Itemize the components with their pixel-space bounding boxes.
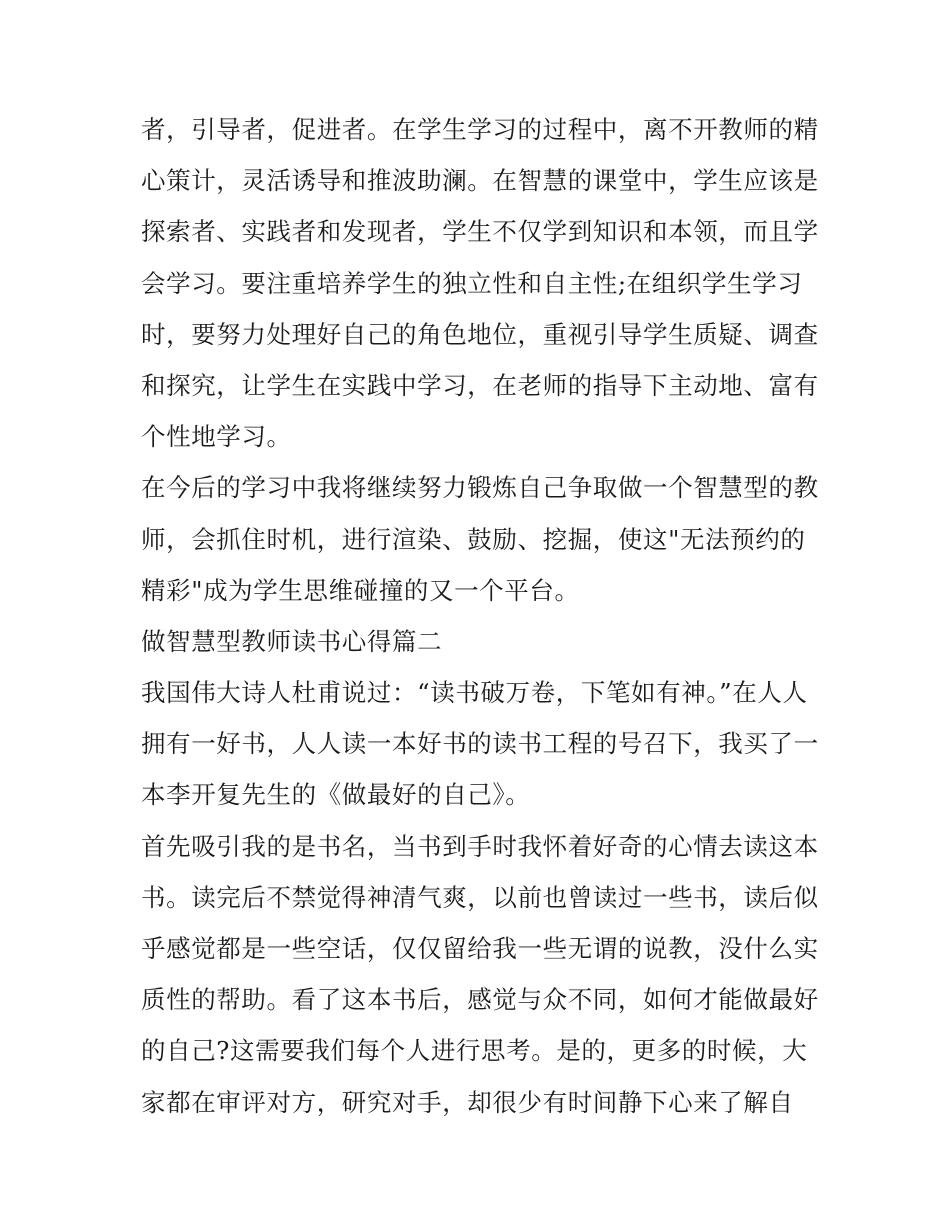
text-line: 会学习。要注重培养学生的独立性和自主性;在组织学生学习 (141, 268, 803, 298)
text-line: 者，引导者，促进者。在学生学习的过程中，离不开教师的精 (141, 115, 819, 144)
text-line: 和探究，让学生在实践中学习，在老师的指导下主动地、富有 (141, 370, 819, 400)
text-line: 精彩"成为学生思维碰撞的又一个平台。 (141, 575, 580, 605)
text-line: 个性地学习。 (141, 422, 292, 452)
text-line: 师，会抓住时机，进行渲染、鼓励、挖掘，使这"无法预约的 (141, 524, 806, 554)
text-line: 本李开复先生的《做最好的自己》。 (141, 780, 531, 810)
section-heading: 做智慧型教师读书心得篇二 (141, 626, 443, 656)
paragraph-start-line: 在今后的学习中我将继续努力锻炼自己争取做一个智慧型的教 (141, 473, 819, 503)
paragraph-start-line: 首先吸引我的是书名，当书到手时我怀着好奇的心情去读这本 (141, 831, 819, 861)
text-line: 家都在审评对方，研究对手，却很少有时间静下心来了解自 (141, 1087, 794, 1117)
document-body (141, 104, 821, 1128)
text-line: 心策计，灵活诱导和推波助澜。在智慧的课堂中，学生应该是 (141, 166, 819, 196)
text-line: 书。读完后不禁觉得神清气爽，以前也曾读过一些书，读后似 (141, 882, 819, 912)
text-line: 质性的帮助。看了这本书后，感觉与众不同，如何才能做最好 (141, 985, 819, 1015)
text-line: 的自己?这需要我们每个人进行思考。是的，更多的时候，大 (141, 1036, 808, 1066)
text-line: 时，要努力处理好自己的角色地位，重视引导学生质疑、调查 (141, 319, 819, 349)
paragraph-start-line: 我国伟大诗人杜甫说过：“读书破万卷，下笔如有神。”在人人 (141, 678, 808, 708)
text-line: 拥有一好书，人人读一本好书的读书工程的号召下，我买了一 (141, 729, 819, 759)
text-line: 探索者、实践者和发现者，学生不仅学到知识和本领，而且学 (141, 217, 819, 247)
text-line: 乎感觉都是一些空话，仅仅留给我一些无谓的说教，没什么实 (141, 934, 819, 963)
